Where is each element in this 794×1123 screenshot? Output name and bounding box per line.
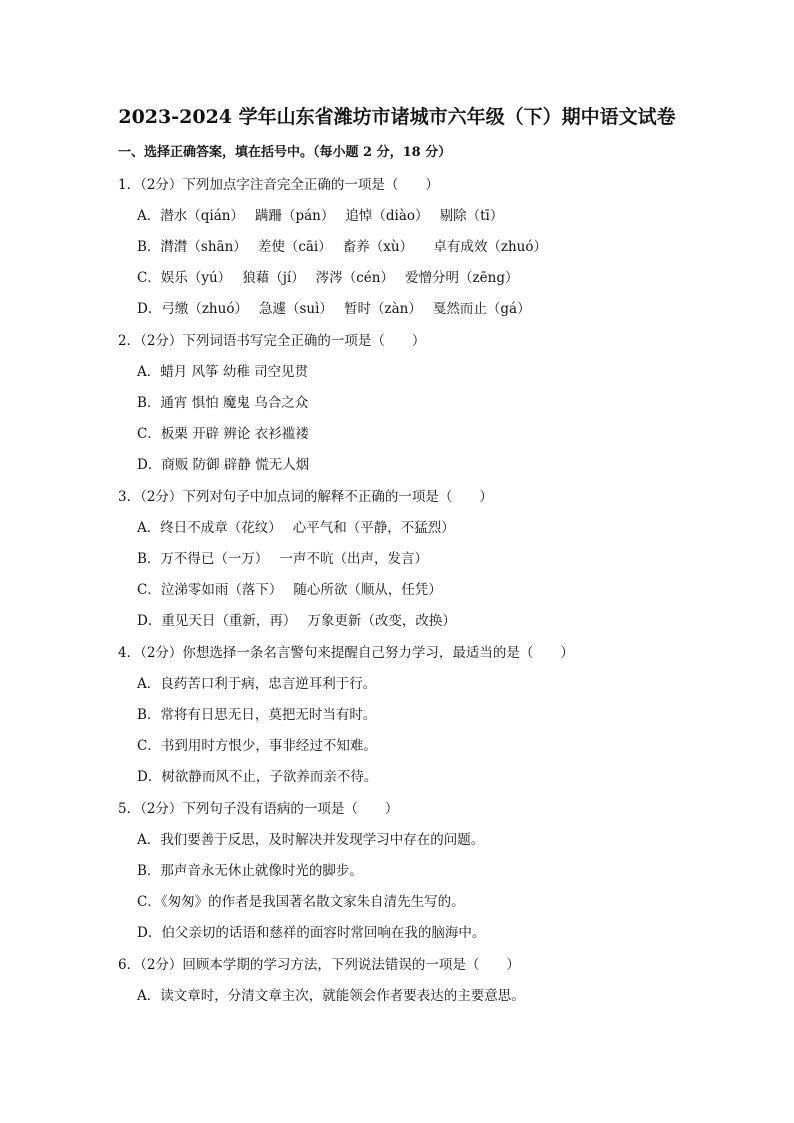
option-c: C．泣涕零如雨（落下） 随心所欲（顺从，任凭） (137, 582, 442, 598)
option-c: C．板栗 开辟 辨论 衣衫褴褛 (137, 426, 309, 442)
option-d: D．商贩 防御 辟静 慌无人烟 (137, 457, 310, 473)
option-c: C．娱乐（yú） 狼藉（jí） 涔涔（cén） 爱憎分明（zēng） (137, 270, 519, 286)
question-stem: 6．（2分）回顾本学期的学习方法，下列说法错误的一项是（ ） (118, 957, 520, 973)
option-d: D．重见天日（重新，再） 万象更新（改变，改换） (137, 613, 456, 629)
option-a: A．潜水（qián） 蹒跚（pán） 追悼（diào） 剔除（tī） (137, 208, 504, 224)
page-title: 2023-2024 学年山东省潍坊市诸城市六年级（下）期中语文试卷 (118, 106, 676, 128)
question-stem: 1．（2分）下列加点字注音完全正确的一项是（ ） (118, 177, 439, 193)
option-d: D．弓缴（zhuó） 急遽（suì） 暂时（zàn） 戛然而止（gá） (137, 301, 531, 317)
option-a: A．读文章时，分清文章主次，就能领会作者要表达的主要意思。 (137, 988, 525, 1004)
option-a: A．良药苦口利于病，忠言逆耳利于行。 (137, 676, 377, 692)
option-b: B．那声音永无休止就像时光的脚步。 (137, 863, 363, 879)
section-heading: 一、选择正确答案，填在括号中。（每小题 2 分，18 分） (118, 145, 452, 160)
option-c: C．书到用时方恨少，事非经过不知难。 (137, 738, 377, 754)
option-a: A．我们要善于反思，及时解决并发现学习中存在的问题。 (137, 832, 485, 848)
question-stem: 3．（2分）下列对句子中加点词的解释不正确的一项是（ ） (118, 489, 493, 505)
question-stem: 4．（2分）你想选择一条名言警句来提醒自己努力学习，最适当的是（ ） (118, 645, 574, 661)
option-a: A．蜡月 风筝 幼稚 司空见贯 (137, 364, 309, 380)
option-d: D．树欲静而风不止，子欲养而亲不待。 (137, 769, 378, 785)
option-d: D．伯父亲切的话语和慈祥的面容时常回响在我的脑海中。 (137, 925, 486, 941)
option-b: B．常将有日思无日，莫把无时当有时。 (137, 707, 377, 723)
option-c: C．《匆匆》的作者是我国著名散文家朱自清先生写的。 (137, 894, 465, 910)
option-b: B．万不得已（一万） 一声不吭（出声，发言） (137, 551, 428, 567)
option-a: A．终日不成章（花纹） 心平气和（平静，不猛烈） (137, 520, 455, 536)
question-stem: 5．（2分）下列句子没有语病的一项是（ ） (118, 801, 399, 817)
option-b: B．潸潸（shān） 差使（cāi） 畜养（xù） 卓有成效（zhuó） (137, 239, 547, 255)
option-b: B．通宵 惧怕 魔鬼 乌合之众 (137, 395, 309, 411)
question-stem: 2．（2分）下列词语书写完全正确的一项是（ ） (118, 333, 426, 349)
